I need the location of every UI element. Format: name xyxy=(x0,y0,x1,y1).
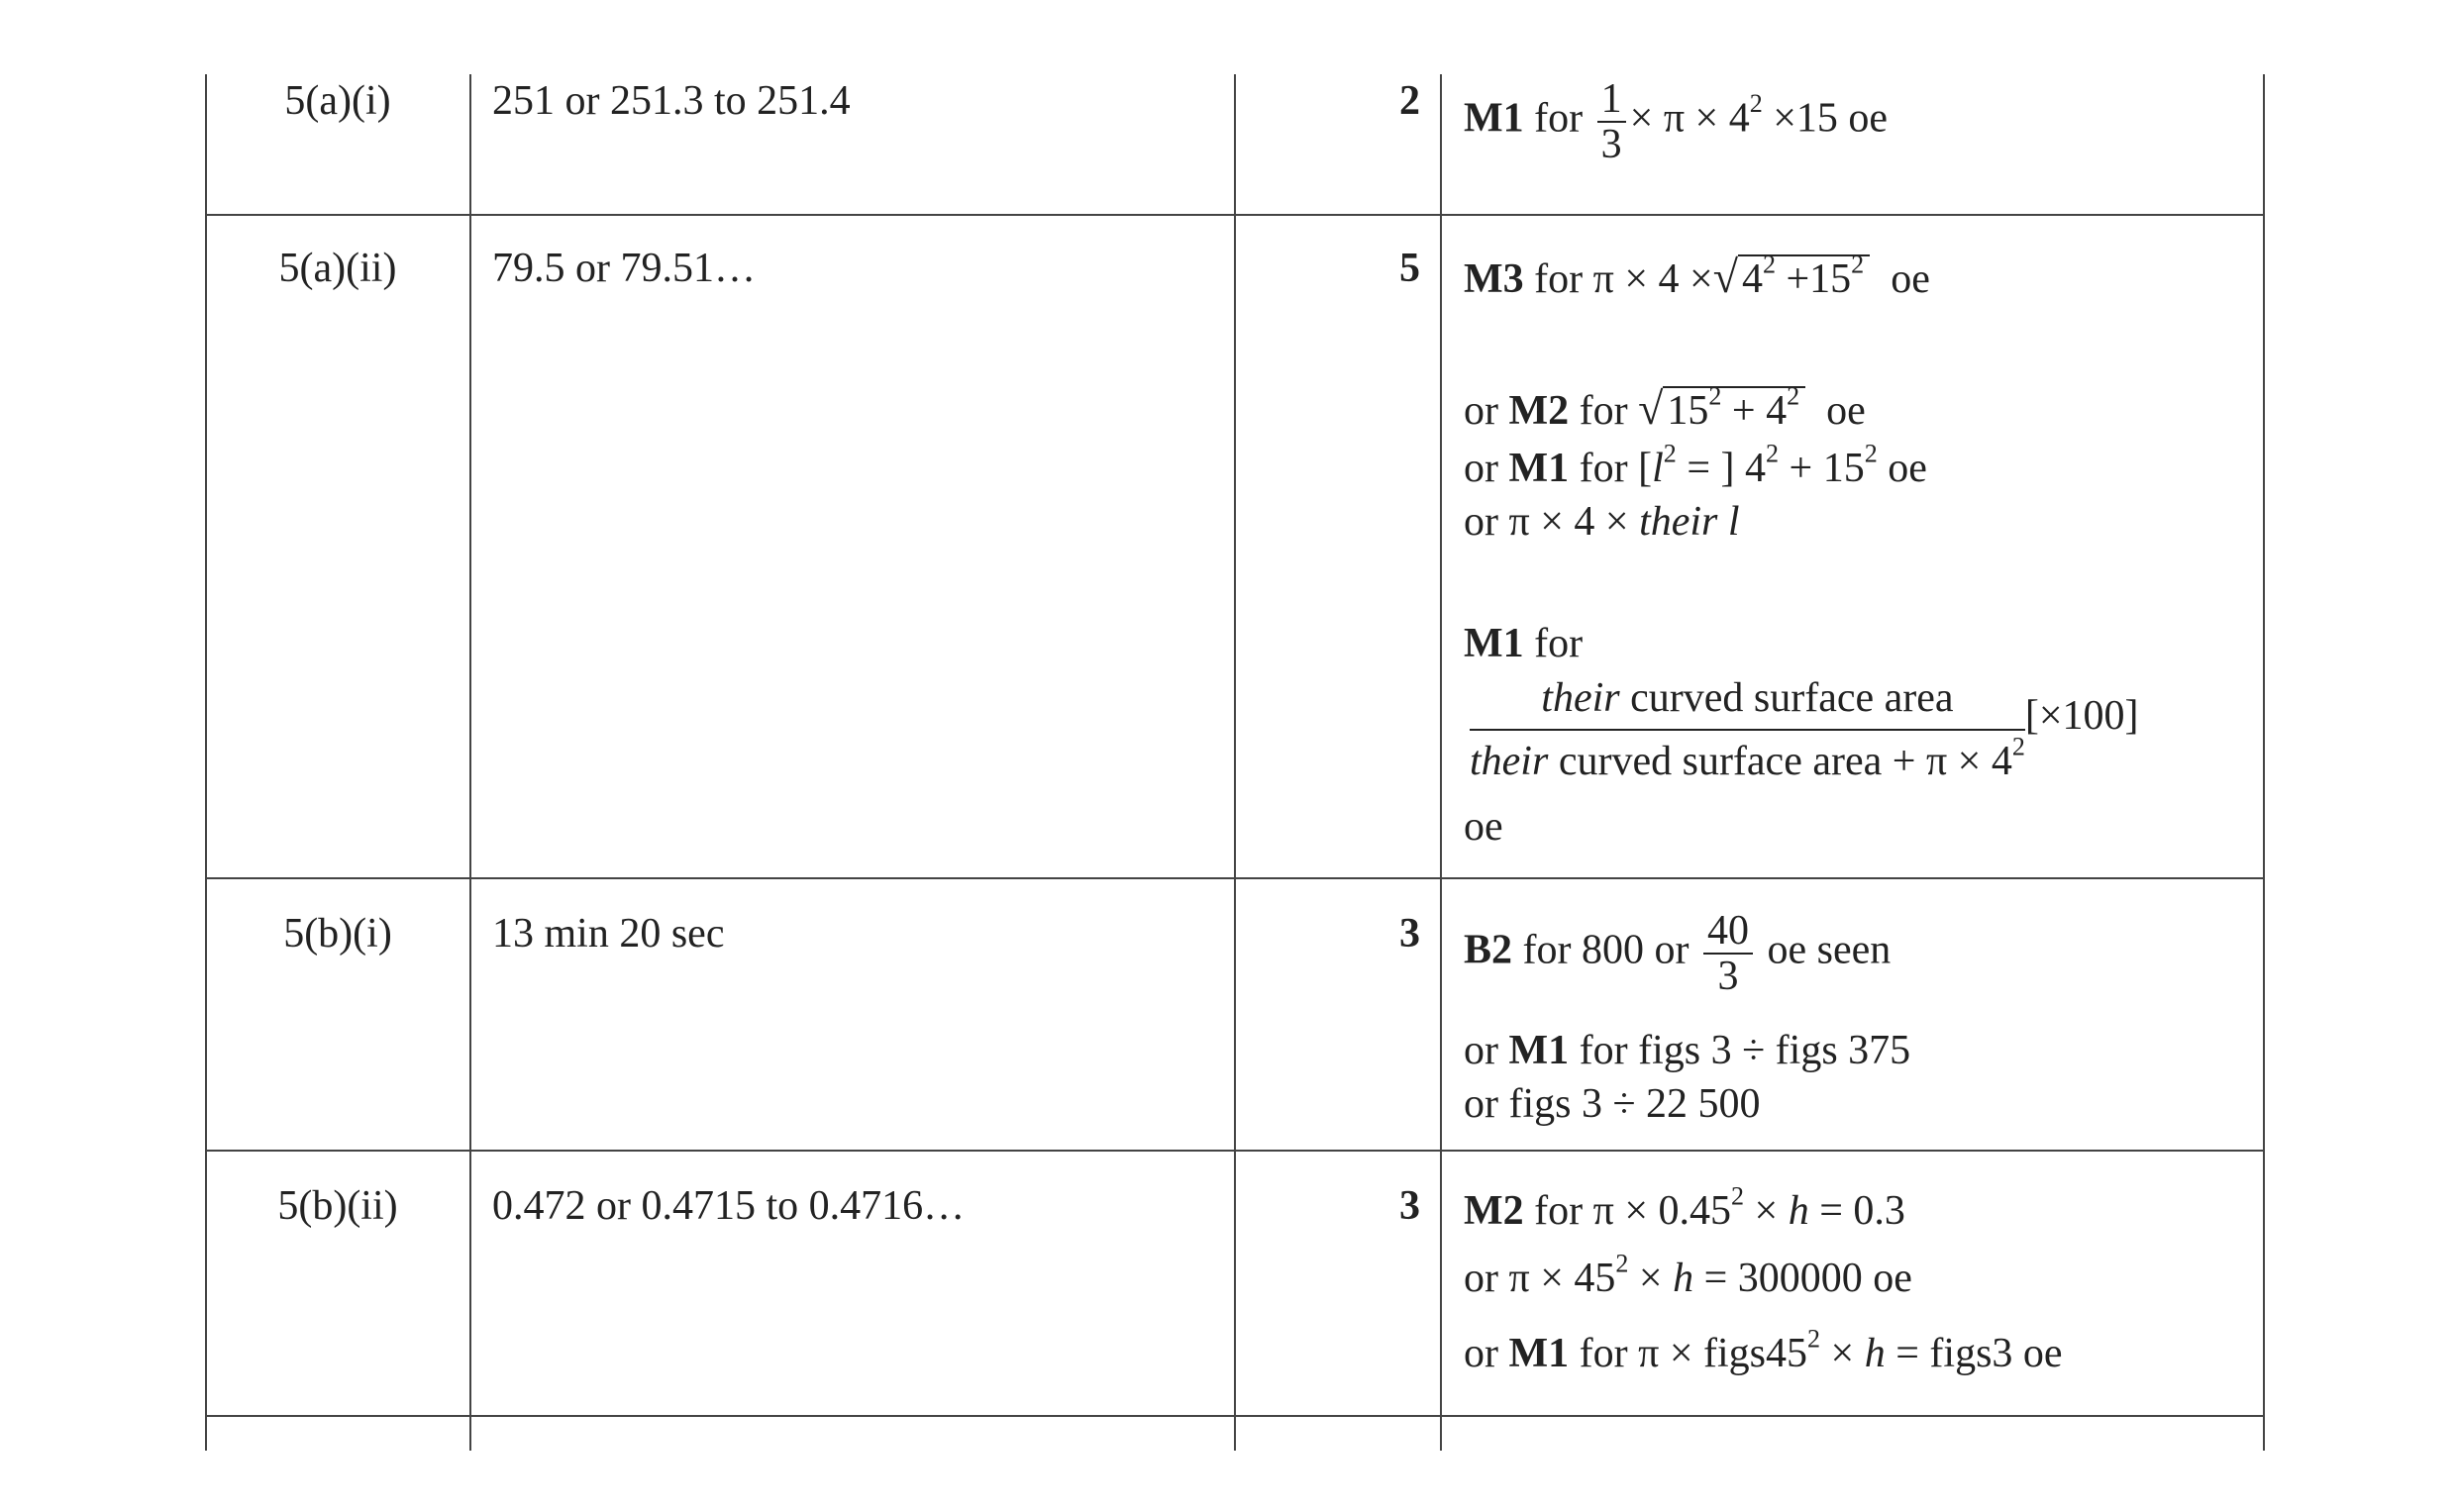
radical-sign: √ xyxy=(1712,252,1738,302)
marks: 3 xyxy=(1399,1183,1420,1229)
guidance-text: π × 4 × xyxy=(1592,256,1713,302)
variable: h xyxy=(1788,1188,1809,1234)
fraction-numerator: 1 xyxy=(1597,77,1626,123)
variable: their l xyxy=(1639,499,1740,545)
guidance-line xyxy=(1464,619,1583,668)
radical-sign: √ xyxy=(1638,383,1664,434)
guidance-text: for xyxy=(1534,95,1584,142)
question-number: 5(a)(ii) xyxy=(278,246,397,291)
guidance-text: oe xyxy=(1877,446,1927,491)
guidance-line xyxy=(1464,250,1930,304)
guidance-text: or xyxy=(1464,388,1498,434)
guidance-line xyxy=(1464,1026,1910,1075)
mark-code: M3 xyxy=(1464,256,1524,302)
question-number: 5(b)(i) xyxy=(283,911,392,957)
fraction-numerator xyxy=(1470,673,2025,731)
guidance-line xyxy=(1464,439,1927,493)
guidance-text: or xyxy=(1464,446,1498,491)
mark-code: M2 xyxy=(1464,1188,1524,1234)
square-root xyxy=(1738,250,1870,302)
guidance-text: or xyxy=(1464,1331,1498,1376)
guidance-line xyxy=(1464,1181,1905,1236)
guidance-text: for [ xyxy=(1579,446,1653,491)
guidance-text: or π × 45 xyxy=(1464,1256,1616,1301)
column-divider-3 xyxy=(1440,74,1442,1451)
guidance-text: 15 xyxy=(1667,388,1709,434)
answer: 79.5 or 79.51… xyxy=(492,246,756,291)
guidance-text: or xyxy=(1464,1028,1498,1073)
row-divider-1 xyxy=(205,214,2265,216)
guidance-text: +15 xyxy=(1775,256,1852,302)
guidance-text: for π × 0.45 xyxy=(1534,1188,1732,1234)
column-divider-1 xyxy=(469,74,471,1451)
exponent: 2 xyxy=(1749,89,1763,119)
guidance-text: their xyxy=(1541,675,1620,721)
guidance-text: or π × 4 × xyxy=(1464,499,1629,545)
mark-code: B2 xyxy=(1464,927,1513,973)
mark-code: M1 xyxy=(1464,621,1524,666)
guidance-text: for xyxy=(1534,621,1584,666)
row-divider-2 xyxy=(205,877,2265,879)
exponent: 2 xyxy=(1708,381,1722,411)
guidance-text: for 800 or xyxy=(1522,927,1689,973)
guidance-text: × xyxy=(1744,1188,1789,1234)
exponent: 2 xyxy=(2011,732,2025,761)
row-divider-3 xyxy=(205,1150,2265,1152)
guidance-text: = ] 4 xyxy=(1676,446,1766,491)
guidance-text: [×100] xyxy=(2024,693,2139,740)
marks: 2 xyxy=(1399,78,1420,124)
guidance-text: = 300000 oe xyxy=(1693,1256,1912,1301)
guidance-line xyxy=(1464,381,1866,436)
guidance-text: = 0.3 xyxy=(1808,1188,1905,1234)
fraction xyxy=(1703,909,1753,998)
guidance-line xyxy=(1464,497,1740,547)
answer: 251 or 251.3 to 251.4 xyxy=(492,78,851,124)
mark-code: M2 xyxy=(1508,388,1570,434)
answer: 13 min 20 sec xyxy=(492,911,725,957)
exponent: 2 xyxy=(1851,250,1865,279)
guidance-text: for xyxy=(1579,388,1628,434)
answer: 0.472 or 0.4715 to 0.4716… xyxy=(492,1183,966,1229)
guidance-text: 4 xyxy=(1741,256,1763,302)
table-border-right xyxy=(2263,74,2265,1451)
exponent: 2 xyxy=(1807,1324,1821,1354)
fraction-denominator: 3 xyxy=(1717,954,1739,1000)
exponent: 2 xyxy=(1766,439,1780,468)
guidance-line xyxy=(1464,909,1891,998)
guidance-text: oe xyxy=(1826,388,1866,434)
guidance-line xyxy=(1464,77,1888,166)
exponent: 2 xyxy=(1787,381,1800,411)
guidance-text: oe seen xyxy=(1767,927,1892,973)
exponent: 2 xyxy=(1663,439,1677,468)
marks: 5 xyxy=(1399,246,1420,291)
guidance-text: × xyxy=(1628,1256,1674,1301)
guidance-text: curved surface area + π × 4 xyxy=(1548,739,2012,785)
variable: l xyxy=(1652,446,1664,491)
guidance-text: × xyxy=(1820,1331,1865,1376)
square-root xyxy=(1663,381,1805,434)
marks: 3 xyxy=(1399,911,1420,957)
question-number: 5(a)(i) xyxy=(284,78,391,124)
guidance-line xyxy=(1464,1249,1912,1303)
guidance-text: curved surface area xyxy=(1619,675,1954,721)
exponent: 2 xyxy=(1615,1249,1629,1278)
percentage-fraction xyxy=(1470,673,2139,787)
guidance-text: × π × 4 xyxy=(1629,95,1750,142)
question-number: 5(b)(ii) xyxy=(277,1183,398,1229)
guidance-text: for figs 3 ÷ figs 375 xyxy=(1579,1028,1911,1073)
guidance-text: + 4 xyxy=(1721,388,1788,434)
fraction xyxy=(1597,77,1626,166)
guidance-line: oe xyxy=(1464,804,1503,850)
guidance-text: for xyxy=(1534,256,1584,302)
guidance-text: + 15 xyxy=(1779,446,1865,491)
exponent: 2 xyxy=(1864,439,1878,468)
variable: h xyxy=(1673,1256,1694,1301)
guidance-text: ×15 oe xyxy=(1762,95,1889,142)
mark-code: M1 xyxy=(1508,1028,1570,1073)
guidance-text: oe xyxy=(1891,256,1930,302)
fraction-numerator: 40 xyxy=(1703,909,1753,955)
exponent: 2 xyxy=(1762,250,1776,279)
fraction-denominator xyxy=(1470,731,2025,786)
row-divider-4 xyxy=(205,1415,2265,1417)
variable: h xyxy=(1864,1331,1886,1376)
exponent: 2 xyxy=(1731,1181,1745,1211)
mark-code: M1 xyxy=(1508,1331,1570,1376)
guidance-line: or figs 3 ÷ 22 500 xyxy=(1464,1081,1761,1127)
mark-code: M1 xyxy=(1508,446,1570,491)
guidance-text: their xyxy=(1470,739,1549,785)
guidance-text: = figs3 oe xyxy=(1885,1331,2063,1376)
guidance-line xyxy=(1464,1324,2063,1378)
fraction xyxy=(1470,673,2025,787)
mark-code: M1 xyxy=(1464,95,1524,142)
guidance-text: for π × figs45 xyxy=(1579,1331,1808,1376)
fraction-denominator: 3 xyxy=(1600,122,1622,168)
